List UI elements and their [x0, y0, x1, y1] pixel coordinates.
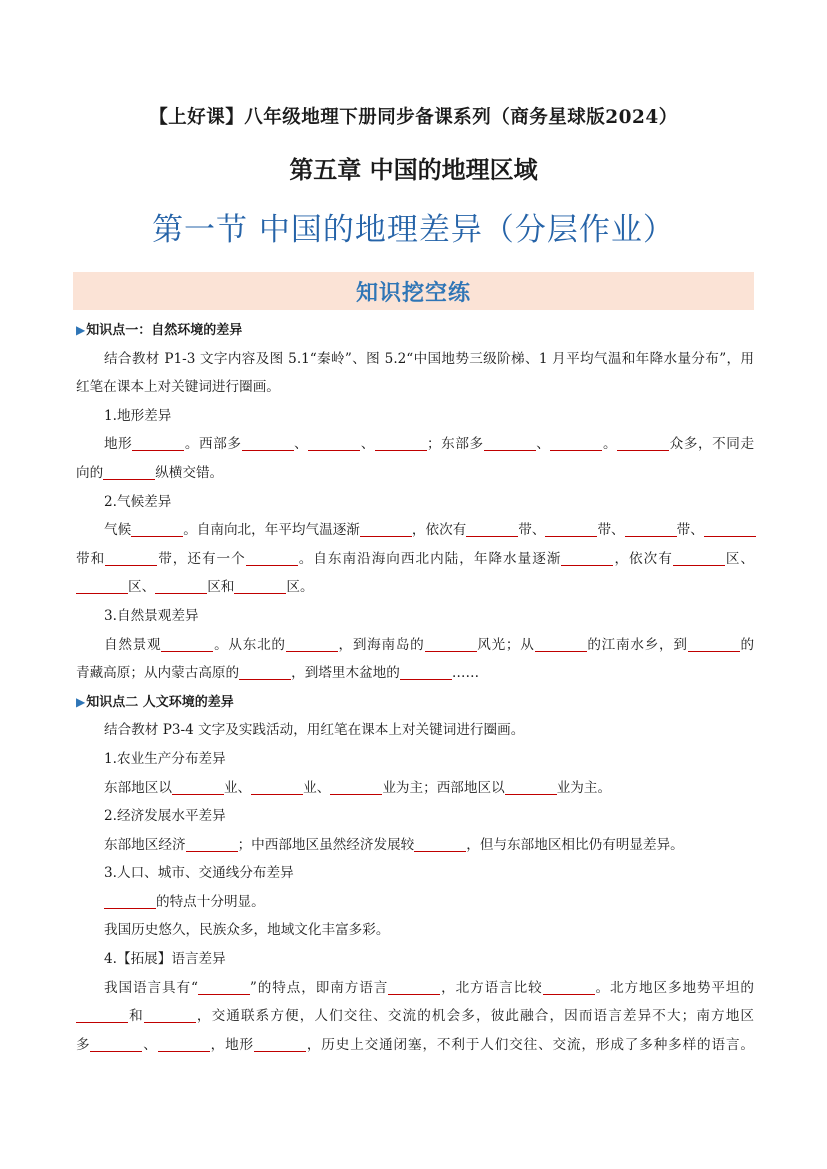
text-segment: 多 — [76, 1036, 91, 1053]
text-line — [76, 488, 754, 517]
text-segment: 的江南水乡，到 — [586, 636, 688, 653]
fill-blank[interactable] — [103, 463, 155, 480]
knowledge-point-heading — [76, 316, 754, 345]
text-segment: 。西部多 — [184, 436, 242, 453]
fill-blank[interactable] — [155, 577, 207, 594]
text-segment: 2.经济发展水平差异 — [104, 808, 226, 825]
text-segment: ，交通联系方便，人们交往、交流的机会多，彼此融合，因而语言差异不大；南方地区 — [195, 1008, 755, 1025]
fill-blank[interactable] — [360, 520, 412, 537]
text-segment: 、 — [142, 1036, 158, 1053]
text-line — [76, 402, 754, 431]
text-line — [76, 459, 754, 488]
text-segment: 区。 — [286, 579, 314, 596]
triangle-icon: ▶ — [76, 323, 86, 337]
text-segment: 区、 — [724, 550, 754, 567]
text-line — [76, 1002, 754, 1031]
text-line — [76, 345, 754, 374]
fill-blank[interactable] — [400, 663, 452, 680]
text-segment: 自然景观 — [104, 636, 162, 653]
text-line — [76, 888, 754, 917]
text-segment: …… — [451, 665, 480, 682]
text-segment: ，到塔里木盆地的 — [291, 665, 400, 682]
text-segment: ，依次有 — [613, 550, 673, 567]
text-segment: 带、 — [676, 522, 704, 539]
text-segment: 和 — [128, 1008, 144, 1025]
fill-blank[interactable] — [132, 434, 184, 451]
triangle-icon: ▶ — [76, 694, 86, 709]
fill-blank[interactable] — [234, 577, 286, 594]
fill-blank[interactable] — [308, 434, 360, 451]
text-line — [76, 516, 754, 545]
fill-blank[interactable] — [466, 520, 518, 537]
text-segment: 青藏高原；从内蒙古高原的 — [76, 665, 240, 682]
text-segment: 区、 — [128, 579, 156, 596]
fill-blank[interactable] — [246, 549, 298, 566]
fill-blank[interactable] — [158, 1035, 210, 1052]
text-segment: 、 — [293, 436, 309, 453]
text-line — [76, 1031, 754, 1060]
text-line — [76, 430, 754, 459]
fill-blank[interactable] — [131, 520, 183, 537]
text-segment: ，地形 — [209, 1036, 254, 1053]
fill-blank[interactable] — [186, 835, 238, 852]
series-title: 【上好课】八年级地理下册同步备课系列（商务星球版2024） — [149, 107, 678, 128]
fill-blank[interactable] — [375, 434, 427, 451]
text-segment: 3.自然景观差异 — [104, 607, 199, 624]
text-segment: 结合教材 P3-4 文字及实践活动，用红笔在课本上对关键词进行圈画。 — [104, 722, 525, 739]
text-segment: 地形 — [104, 436, 133, 453]
text-segment: 业为主；西部地区以 — [382, 779, 505, 796]
text-segment: 、 — [360, 436, 375, 453]
text-segment: ，历史上交通闭塞，不利于人们交往、交流，形成了多种多样的语言。 — [305, 1036, 755, 1053]
text-line — [76, 859, 754, 888]
text-segment: 带、 — [597, 522, 625, 539]
text-line — [76, 573, 754, 602]
text-segment: 我国语言具有“ — [104, 979, 198, 996]
knowledge-point-heading — [76, 688, 754, 717]
fill-blank[interactable] — [172, 778, 224, 795]
fill-blank[interactable] — [251, 778, 303, 795]
text-segment: ，到海南岛的 — [337, 636, 425, 653]
text-segment: 的 — [739, 636, 755, 653]
text-line — [76, 659, 754, 688]
text-segment: 红笔在课本上对关键词进行圈画。 — [76, 379, 280, 396]
fill-blank[interactable] — [673, 549, 725, 566]
fill-blank[interactable] — [550, 434, 602, 451]
text-segment: ”的特点，即南方语言 — [249, 979, 389, 996]
text-line — [76, 916, 754, 945]
text-segment: 向的 — [76, 464, 104, 481]
fill-blank[interactable] — [90, 1035, 142, 1052]
text-segment: 纵横交错。 — [155, 464, 224, 481]
fill-blank[interactable] — [704, 520, 756, 537]
text-segment: 气候 — [104, 522, 132, 539]
fill-blank[interactable] — [688, 635, 740, 652]
text-segment: 1.农业生产分布差异 — [104, 750, 226, 767]
text-segment: 我国历史悠久，民族众多，地域文化丰富多彩。 — [104, 922, 390, 939]
text-segment: 业、 — [303, 779, 331, 796]
text-line — [76, 602, 754, 631]
text-line — [76, 945, 754, 974]
text-segment: ，依次有 — [411, 522, 467, 539]
text-line — [76, 831, 754, 860]
text-segment: 的特点十分明显。 — [156, 893, 265, 910]
text-line — [76, 373, 754, 402]
fill-blank[interactable] — [425, 635, 477, 652]
text-segment: 。自东南沿海向西北内陆，年降水量逐渐 — [297, 550, 562, 567]
fill-blank[interactable] — [76, 577, 128, 594]
text-segment: ，但与东部地区相比仍有明显差异。 — [466, 836, 684, 853]
fill-blank[interactable] — [239, 663, 291, 680]
text-segment: 业、 — [223, 779, 252, 796]
text-segment: 知识点二 人文环境的差异 — [86, 694, 234, 710]
text-segment: 、 — [535, 436, 551, 453]
fill-blank[interactable] — [105, 549, 157, 566]
fill-blank[interactable] — [625, 520, 677, 537]
text-line — [76, 802, 754, 831]
fill-blank[interactable] — [484, 434, 536, 451]
chapter-title: 第五章 中国的地理区域 — [289, 156, 538, 184]
text-line — [76, 545, 754, 574]
text-segment: 知识点一：自然环境的差异 — [86, 323, 243, 338]
text-segment: 结合教材 P1-3 文字内容及图 5.1“秦岭”、图 5.2“中国地势三级阶梯、1 月平均气温和年降水量分布”，用 — [104, 350, 754, 367]
text-segment: ；中西部地区虽然经济发展较 — [237, 836, 415, 853]
fill-blank[interactable] — [161, 635, 213, 652]
fill-blank[interactable] — [543, 978, 595, 995]
text-segment: 。自南向北，年平均气温逐渐 — [183, 522, 360, 539]
fill-blank[interactable] — [144, 1006, 196, 1023]
fill-blank[interactable] — [545, 520, 597, 537]
text-segment: 东部地区以 — [104, 779, 172, 796]
fill-blank[interactable] — [561, 549, 613, 566]
text-segment: 2.气候差异 — [104, 493, 172, 510]
fill-blank[interactable] — [330, 778, 382, 795]
text-segment: ；东部多 — [427, 436, 484, 453]
text-segment: 众多，不同走 — [669, 436, 755, 453]
fill-blank[interactable] — [254, 1035, 306, 1052]
text-line — [76, 974, 754, 1003]
worksheet-content — [76, 316, 754, 1059]
text-segment: 带和 — [76, 550, 106, 567]
text-segment: 东部地区经济 — [104, 836, 186, 853]
text-segment: 。北方地区多地势平坦的 — [594, 979, 755, 996]
text-segment: ，北方语言比较 — [440, 979, 543, 996]
text-segment: 业为主。 — [556, 779, 612, 796]
banner-label: 知识挖空练 — [355, 279, 471, 306]
fill-blank[interactable] — [388, 978, 440, 995]
text-segment: 区和 — [207, 579, 235, 596]
fill-blank[interactable] — [414, 835, 466, 852]
text-segment: 3.人口、城市、交通线分布差异 — [104, 865, 294, 882]
fill-blank[interactable] — [505, 778, 557, 795]
text-segment: 4.【拓展】语言差异 — [104, 951, 226, 968]
section-banner — [73, 272, 754, 310]
text-segment: 带、 — [518, 522, 546, 539]
fill-blank[interactable] — [535, 635, 587, 652]
fill-blank[interactable] — [198, 978, 250, 995]
text-line — [76, 631, 754, 660]
fill-blank[interactable] — [617, 434, 669, 451]
fill-blank[interactable] — [104, 892, 156, 909]
fill-blank[interactable] — [242, 434, 294, 451]
text-segment: 风光；从 — [476, 636, 535, 653]
section-title: 第一节 中国的地理差异（分层作业） — [152, 212, 675, 248]
text-line — [76, 774, 754, 803]
text-line — [76, 745, 754, 774]
text-line — [76, 716, 754, 745]
text-segment: 。 — [602, 436, 618, 453]
fill-blank[interactable] — [76, 1006, 128, 1023]
text-segment: 1.地形差异 — [104, 407, 172, 424]
fill-blank[interactable] — [286, 635, 338, 652]
text-segment: 。从东北的 — [213, 636, 286, 653]
text-segment: 带，还有一个 — [157, 550, 246, 567]
